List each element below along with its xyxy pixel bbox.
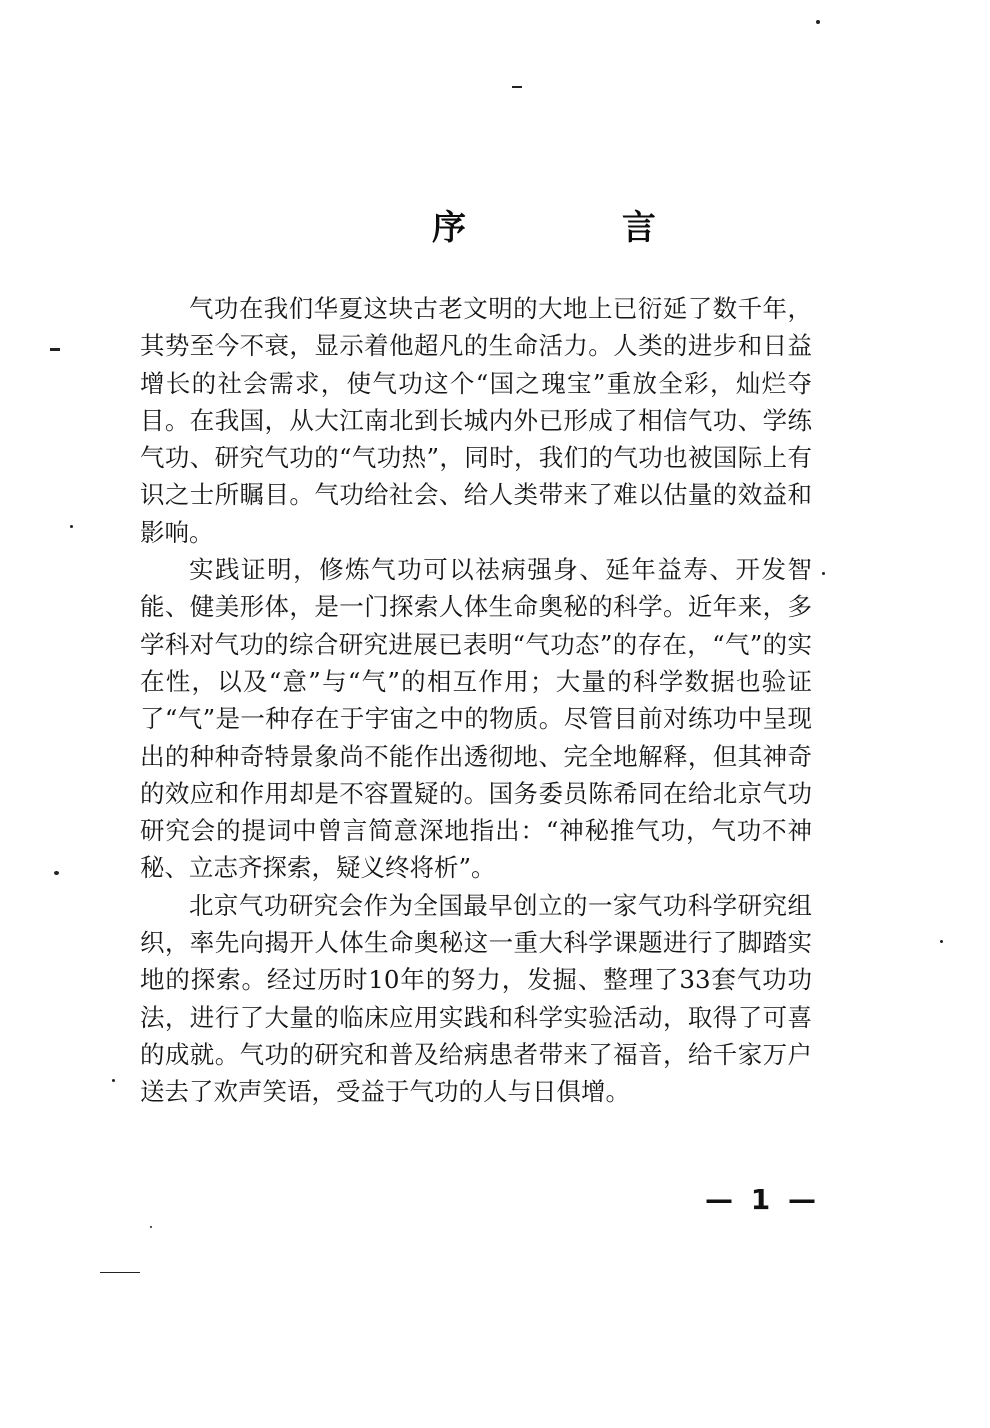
- scan-speck: [112, 1079, 115, 1082]
- paragraph-2: 实践证明，修炼气功可以祛病强身、延年益寿、开发智能、健美形体，是一门探索人体生命奥秘的科学。近年来，多学科对气功的综合研究进展已表明“气功态”的存在，“气”的实在性，以及“意”与“气”的相互作用；大量的科学数据也验证了“气”是一种存在于宇宙之中的物质。尽管目前对练功中呈现出的种种奇特景象尚不能作出透彻地、完全地解释，但其神奇的效应和作用却是不容置疑的。国务委员陈希同在给北京气功研究会的提词中曾言简意深地指出：“神秘推气功，气功不神秘、立志齐探索，疑义终将析”。: [140, 555, 812, 883]
- page-number: — 1 —: [705, 1183, 820, 1216]
- preface-body: [140, 290, 812, 1111]
- scan-speck: [816, 20, 820, 24]
- scan-mark: [512, 86, 522, 88]
- scan-mark: [100, 1272, 140, 1273]
- scan-mark: [50, 348, 60, 351]
- scan-speck: [70, 525, 73, 528]
- scan-speck: [150, 1226, 152, 1228]
- page-title: 序 言: [432, 208, 728, 248]
- scan-speck: [940, 940, 943, 943]
- scan-speck: [54, 871, 59, 875]
- paragraph-3: 北京气功研究会作为全国最早创立的一家气功科学研究组织，率先向揭开人体生命奥秘这一重大科学课题进行了脚踏实地的探索。经过历时10年的努力，发掘、整理了33套气功功法，进行了大量的临床应用实践和科学实验活动，取得了可喜的成就。气功的研究和普及给病患者带来了福音，给千家万户送去了欢声笑语，受益于气功的人与日俱增。: [140, 890, 812, 1107]
- paragraph-1: 气功在我们华夏这块古老文明的大地上已衍延了数千年，其势至今不衰，显示着他超凡的生命活力。人类的进步和日益增长的社会需求，使气功这个“国之瑰宝”重放全彩，灿烂夺目。在我国，从大江南北到长城内外已形成了相信气功、学练气功、研究气功的“气功热”，同时，我们的气功也被国际上有识之士所瞩目。气功给社会、给人类带来了难以估量的效益和影响。: [140, 294, 812, 547]
- scan-speck: [822, 572, 825, 575]
